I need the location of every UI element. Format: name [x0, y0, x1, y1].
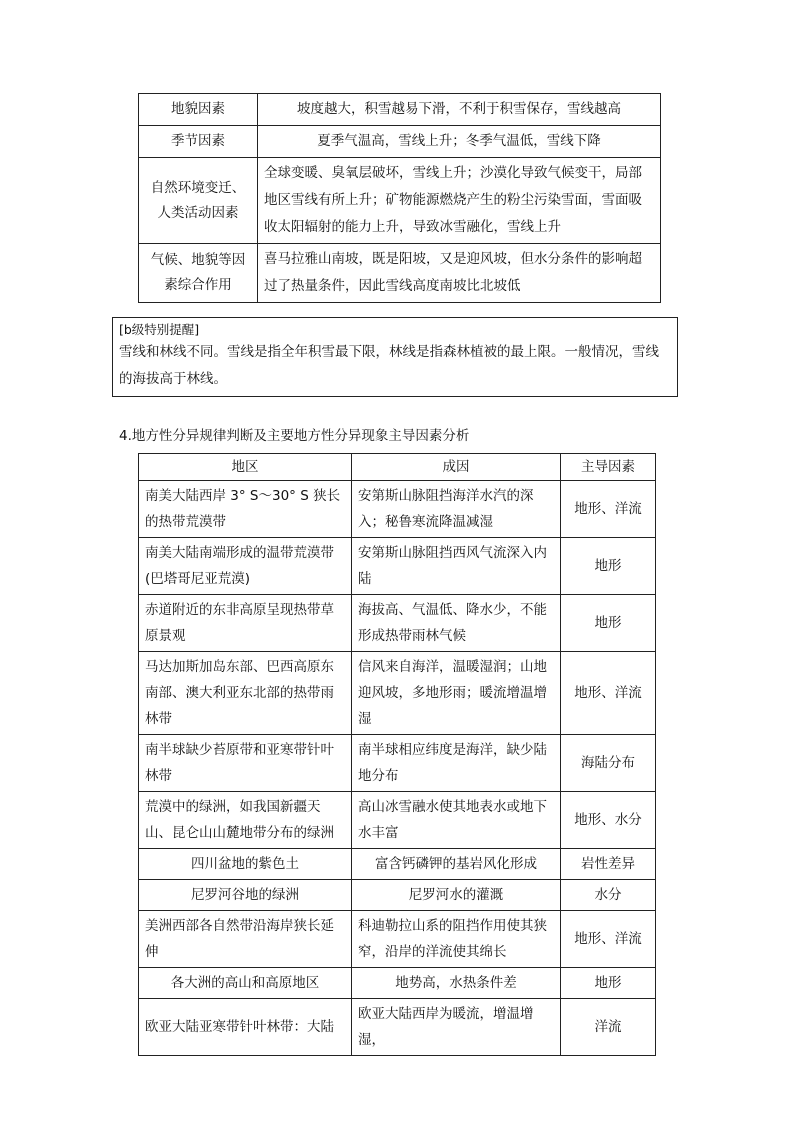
snowline-factors-table — [138, 93, 661, 303]
reminder-title: [b级特别提醒] — [119, 322, 200, 337]
region-cell: 南美大陆南端形成的温带荒漠带(巴塔哥尼亚荒漠) — [139, 538, 352, 595]
table-row — [139, 792, 656, 849]
local-differentiation-table — [138, 453, 656, 1056]
region-cell: 南半球缺少苔原带和亚寒带针叶林带 — [139, 735, 352, 792]
table-row — [139, 968, 656, 999]
table-row — [139, 158, 661, 244]
table-row — [139, 999, 656, 1056]
region-cell: 荒漠中的绿洲，如我国新疆天山、昆仑山山麓地带分布的绿洲 — [139, 792, 352, 849]
cause-cell: 高山冰雪融水使其地表水或地下水丰富 — [352, 792, 561, 849]
region-cell: 南美大陆西岸 3° S～30° S 狭长的热带荒漠带 — [139, 481, 352, 538]
cause-cell: 欧亚大陆西岸为暖流，增温增湿， — [352, 999, 561, 1056]
table-header-row — [139, 454, 656, 481]
region-cell: 马达加斯加岛东部、巴西高原东南部、澳大利亚东北部的热带雨林带 — [139, 652, 352, 735]
section-title: 4.地方性分异规律判断及主要地方性分异现象主导因素分析 — [119, 428, 470, 444]
column-header: 地区 — [139, 454, 352, 481]
factor-cell: 地形 — [561, 595, 656, 652]
column-header: 主导因素 — [561, 454, 656, 481]
table-cell: 全球变暖、臭氧层破坏，雪线上升；沙漠化导致气候变干，局部地区雪线有所上升；矿物能源燃烧产生的粉尘污染雪面，雪面吸收太阳辐射的能力上升，导致冰雪融化，雪线上升 — [258, 158, 661, 244]
factor-cell: 地形、洋流 — [561, 652, 656, 735]
table-row — [139, 911, 656, 968]
cause-cell: 科迪勒拉山系的阻挡作用使其狭窄，沿岸的洋流使其绵长 — [352, 911, 561, 968]
factor-cell: 水分 — [561, 880, 656, 911]
table-row — [139, 126, 661, 158]
cause-cell: 信风来自海洋，温暖湿润；山地迎风坡，多地形雨；暖流增温增湿 — [352, 652, 561, 735]
table-row — [139, 595, 656, 652]
factor-cell: 洋流 — [561, 999, 656, 1056]
reminder-text: 雪线和林线不同。雪线是指全年积雪最下限，林线是指森林植被的最上限。一般情况，雪线的海拔高于林线。 — [119, 344, 659, 387]
table-row — [139, 481, 656, 538]
table-row — [139, 538, 656, 595]
region-cell: 尼罗河谷地的绿洲 — [139, 880, 352, 911]
factor-cell: 地形 — [561, 968, 656, 999]
cause-cell: 地势高，水热条件差 — [352, 968, 561, 999]
table-cell: 地貌因素 — [139, 94, 258, 126]
factor-cell: 地形、水分 — [561, 792, 656, 849]
factor-cell: 地形、洋流 — [561, 481, 656, 538]
cause-cell: 富含钙磷钾的基岩风化形成 — [352, 849, 561, 880]
region-cell: 四川盆地的紫色土 — [139, 849, 352, 880]
table-row — [139, 735, 656, 792]
table-cell: 气候、地貌等因素综合作用 — [139, 244, 258, 303]
column-header: 成因 — [352, 454, 561, 481]
cause-cell: 尼罗河水的灌溉 — [352, 880, 561, 911]
region-cell: 欧亚大陆亚寒带针叶林带：大陆 — [139, 999, 352, 1056]
table-row — [139, 652, 656, 735]
cause-cell: 安第斯山脉阻挡海洋水汽的深入；秘鲁寒流降温减湿 — [352, 481, 561, 538]
cause-cell: 安第斯山脉阻挡西风气流深入内陆 — [352, 538, 561, 595]
table-row — [139, 880, 656, 911]
table-row — [139, 849, 656, 880]
reminder-box — [112, 317, 678, 397]
region-cell: 赤道附近的东非高原呈现热带草原景观 — [139, 595, 352, 652]
factor-cell: 地形 — [561, 538, 656, 595]
table-cell: 坡度越大，积雪越易下滑，不利于积雪保存，雪线越高 — [258, 94, 661, 126]
factor-cell: 海陆分布 — [561, 735, 656, 792]
table-cell: 季节因素 — [139, 126, 258, 158]
table-row — [139, 94, 661, 126]
table-cell: 自然环境变迁、人类活动因素 — [139, 158, 258, 244]
table-cell: 喜马拉雅山南坡，既是阳坡，又是迎风坡，但水分条件的影响超过了热量条件，因此雪线高度南坡比北坡低 — [258, 244, 661, 303]
factor-cell: 岩性差异 — [561, 849, 656, 880]
region-cell: 各大洲的高山和高原地区 — [139, 968, 352, 999]
cause-cell: 海拔高、气温低、降水少，不能形成热带雨林气候 — [352, 595, 561, 652]
cause-cell: 南半球相应纬度是海洋，缺少陆地分布 — [352, 735, 561, 792]
region-cell: 美洲西部各自然带沿海岸狭长延伸 — [139, 911, 352, 968]
factor-cell: 地形、洋流 — [561, 911, 656, 968]
table-cell: 夏季气温高，雪线上升；冬季气温低，雪线下降 — [258, 126, 661, 158]
table-row — [139, 244, 661, 303]
